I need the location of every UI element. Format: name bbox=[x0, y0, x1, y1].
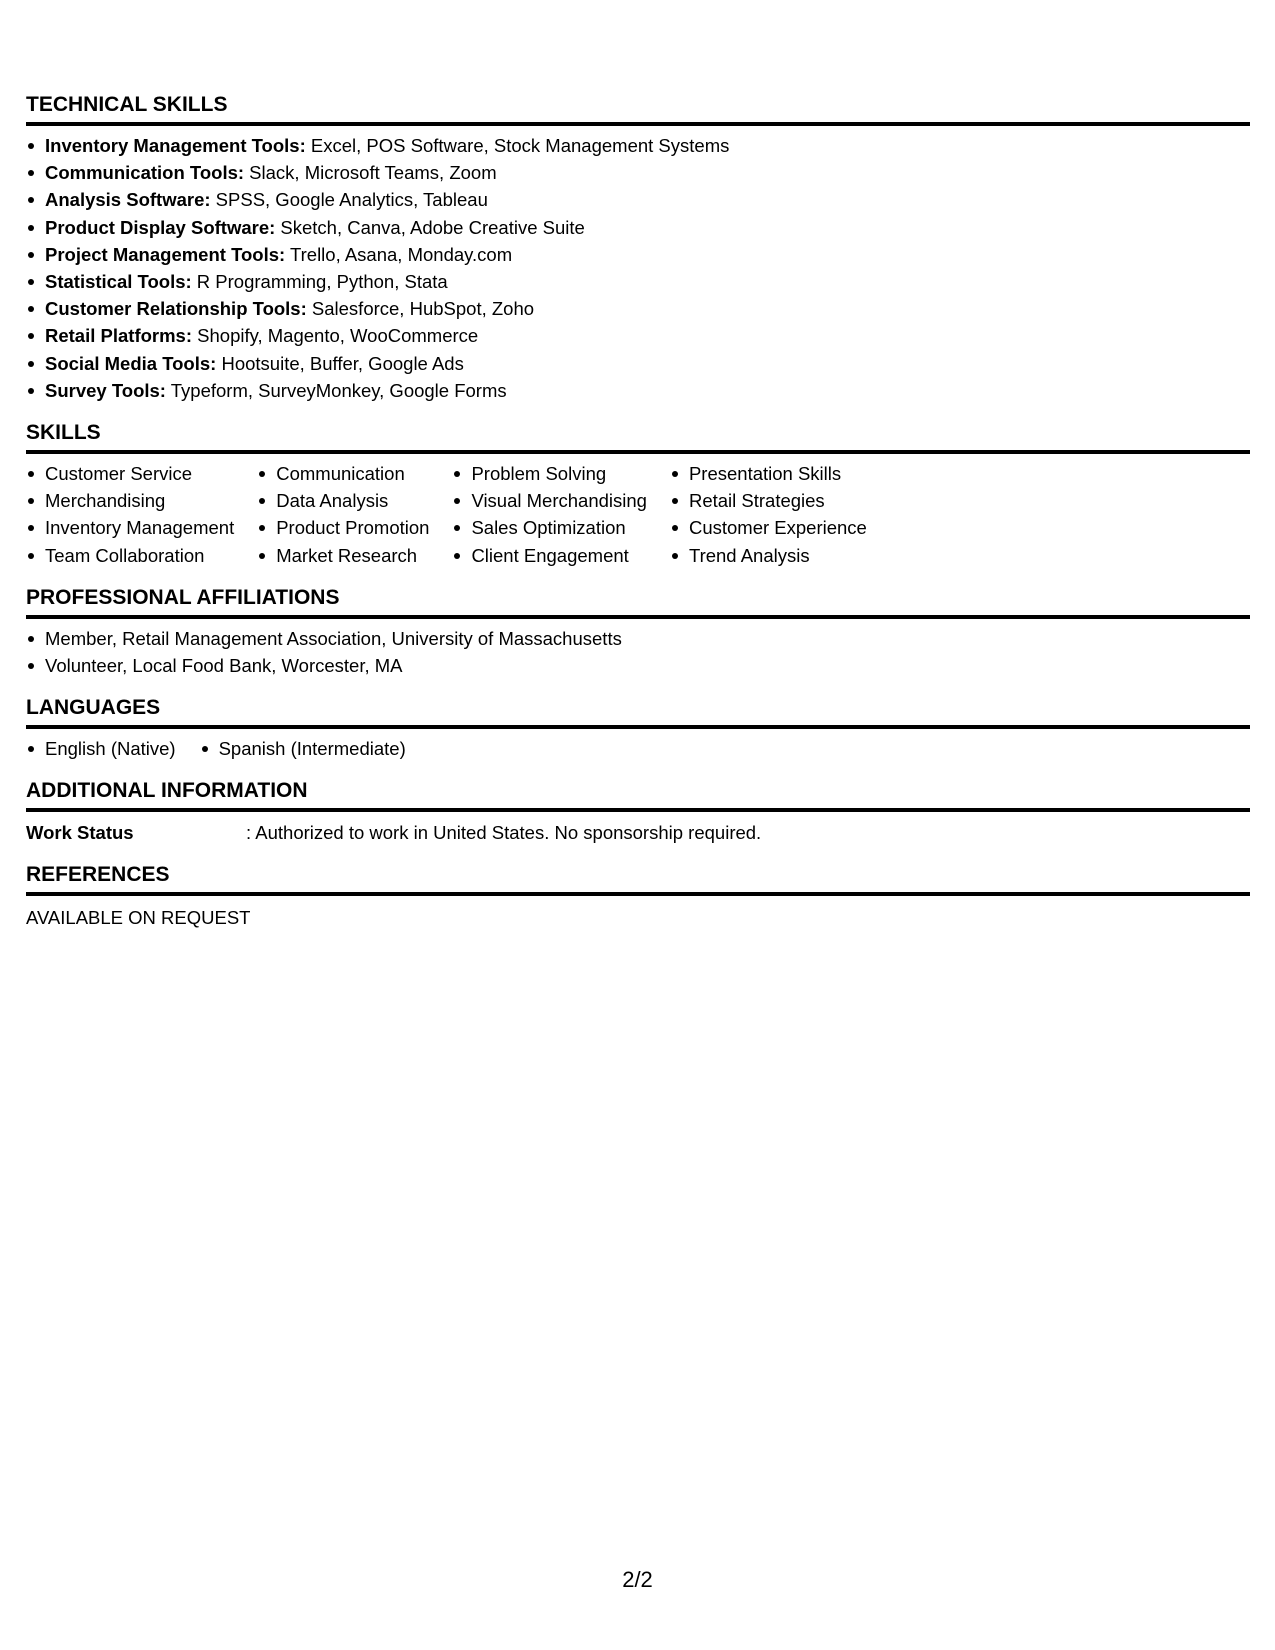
list-item: Customer Experience bbox=[670, 514, 867, 541]
list-item: Survey Tools: Typeform, SurveyMonkey, Google Forms bbox=[26, 377, 1250, 404]
list-item: Retail Platforms: Shopify, Magento, WooCommerce bbox=[26, 322, 1250, 349]
list-item: Inventory Management bbox=[26, 514, 234, 541]
affiliations-list bbox=[26, 625, 1250, 679]
list-item: Client Engagement bbox=[452, 542, 647, 569]
skills-column bbox=[452, 460, 647, 569]
technical-skills-section bbox=[26, 92, 1250, 404]
references-text: AVAILABLE ON REQUEST bbox=[26, 907, 251, 929]
skills-column bbox=[670, 460, 867, 569]
list-item: Social Media Tools: Hootsuite, Buffer, Google Ads bbox=[26, 350, 1250, 377]
list-item: Market Research bbox=[257, 542, 429, 569]
list-item: Project Management Tools: Trello, Asana, Monday.com bbox=[26, 241, 1250, 268]
list-item: Communication Tools: Slack, Microsoft Teams, Zoom bbox=[26, 159, 1250, 186]
skills-grid bbox=[26, 460, 1250, 569]
list-item: Volunteer, Local Food Bank, Worcester, MA bbox=[26, 652, 1250, 679]
section-title-additional-info: ADDITIONAL INFORMATION bbox=[26, 778, 1250, 812]
languages-section bbox=[26, 695, 1250, 762]
languages-list bbox=[26, 735, 1250, 762]
list-item: Product Promotion bbox=[257, 514, 429, 541]
section-title-languages: LANGUAGES bbox=[26, 695, 1250, 729]
list-item: Problem Solving bbox=[452, 460, 647, 487]
list-item: Data Analysis bbox=[257, 487, 429, 514]
references-section bbox=[26, 862, 1250, 931]
section-title-skills: SKILLS bbox=[26, 420, 1250, 454]
list-item: Customer Service bbox=[26, 460, 234, 487]
list-item: Trend Analysis bbox=[670, 542, 867, 569]
work-status-value: : Authorized to work in United States. No sponsorship required. bbox=[246, 822, 762, 844]
list-item: Analysis Software: SPSS, Google Analytics, Tableau bbox=[26, 186, 1250, 213]
page-number: 2/2 bbox=[622, 1567, 653, 1592]
list-item: English (Native) bbox=[26, 735, 176, 762]
list-item: Customer Relationship Tools: Salesforce, HubSpot, Zoho bbox=[26, 295, 1250, 322]
resume-page bbox=[26, 92, 1250, 947]
list-item: Product Display Software: Sketch, Canva, Adobe Creative Suite bbox=[26, 214, 1250, 241]
skills-column bbox=[26, 460, 234, 569]
work-status-label: Work Status bbox=[26, 822, 134, 844]
list-item: Visual Merchandising bbox=[452, 487, 647, 514]
skills-section bbox=[26, 420, 1250, 569]
list-item: Presentation Skills bbox=[670, 460, 867, 487]
affiliations-section bbox=[26, 585, 1250, 679]
section-title-affiliations: PROFESSIONAL AFFILIATIONS bbox=[26, 585, 1250, 619]
list-item: Member, Retail Management Association, University of Massachusetts bbox=[26, 625, 1250, 652]
list-item: Spanish (Intermediate) bbox=[200, 735, 406, 762]
list-item: Sales Optimization bbox=[452, 514, 647, 541]
list-item: Merchandising bbox=[26, 487, 234, 514]
work-status-row bbox=[26, 819, 1250, 846]
technical-skills-list bbox=[26, 132, 1250, 404]
list-item: Inventory Management Tools: Excel, POS Software, Stock Management Systems bbox=[26, 132, 1250, 159]
list-item: Communication bbox=[257, 460, 429, 487]
skills-column bbox=[257, 460, 429, 569]
list-item: Team Collaboration bbox=[26, 542, 234, 569]
list-item: Statistical Tools: R Programming, Python, Stata bbox=[26, 268, 1250, 295]
section-title-technical-skills: TECHNICAL SKILLS bbox=[26, 92, 1250, 126]
additional-info-section bbox=[26, 778, 1250, 846]
list-item: Retail Strategies bbox=[670, 487, 867, 514]
section-title-references: REFERENCES bbox=[26, 862, 1250, 896]
